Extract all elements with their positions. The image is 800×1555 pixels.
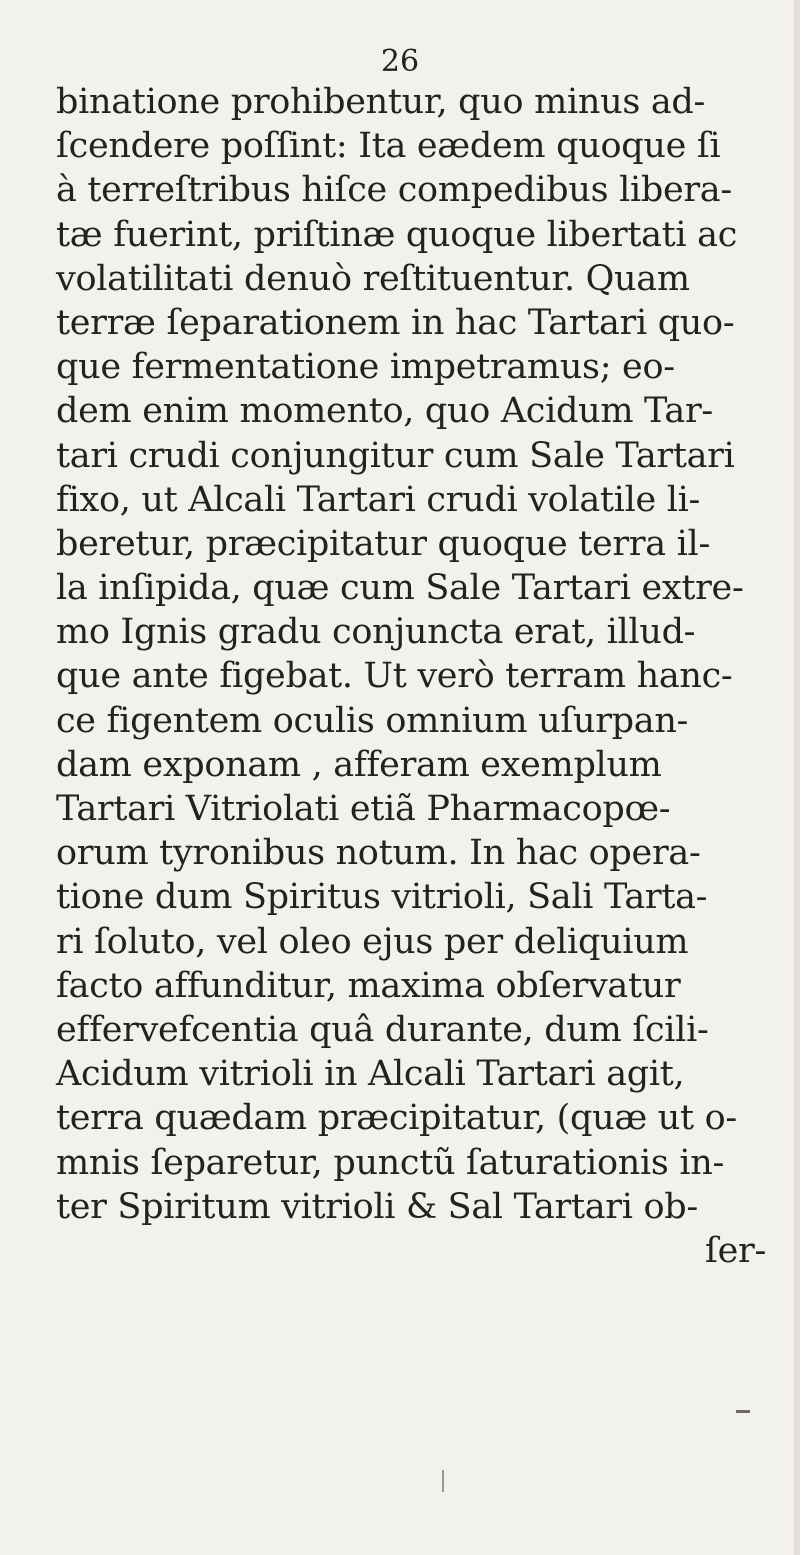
text-line-1: binatione prohibentur, quo minus ad- [56, 82, 706, 122]
text-line-4: tæ fuerint, priſtinæ quoque libertati ac [56, 214, 738, 255]
body-text [56, 80, 796, 1273]
catchword: ſer- [704, 1230, 766, 1271]
text-line-20: ri ſoluto, vel oleo ejus per deliquium [56, 921, 689, 962]
text-line-7: que fermentatione impetramus; eo- [56, 347, 675, 388]
text-line-6: terræ ſeparationem in hac Tartari quo- [56, 302, 735, 343]
text-line-23: Acidum vitrioli in Alcali Tartari agit, [56, 1054, 685, 1095]
ink-dash-mark [736, 1410, 750, 1413]
text-line-21: facto affunditur, maxima obſervatur [56, 965, 681, 1006]
ink-stroke-mark [442, 1470, 444, 1492]
text-line-16: dam exponam , afferam exemplum [56, 744, 662, 785]
text-line-15: ce figentem oculis omnium uſurpan- [56, 700, 689, 741]
text-line-8: dem enim momento, quo Acidum Tar- [56, 391, 713, 432]
text-line-25: mnis ſeparetur, punctũ ſaturationis in- [56, 1142, 724, 1183]
text-line-2: ſcendere poſſint: Ita eædem quoque ſi [56, 126, 721, 167]
text-line-26: ter Spiritum vitrioli & Sal Tartari ob- [56, 1186, 698, 1227]
text-line-17: Tartari Vitriolati etiã Pharmacopœ- [56, 789, 671, 829]
text-line-5: volatilitati denuò reſtituentur. Quam [56, 258, 690, 299]
text-line-19: tione dum Spiritus vitrioli, Sali Tarta- [56, 877, 708, 918]
page-number: 26 [380, 44, 420, 79]
text-line-11: beretur, præcipitatur quoque terra il- [56, 523, 710, 564]
text-line-13: mo Ignis gradu conjuncta erat, illud- [56, 612, 696, 653]
text-line-9: tari crudi conjungitur cum Sale Tartari [56, 435, 735, 476]
text-line-14: que ante figebat. Ut verò terram hanc- [56, 656, 733, 697]
text-line-3: à terreſtribus hiſce compedibus libera- [56, 170, 732, 211]
text-line-18: orum tyronibus notum. In hac opera- [56, 833, 701, 874]
text-line-12: la inſipida, quæ cum Sale Tartari extre- [56, 568, 744, 609]
text-line-24: terra quædam præcipitatur, (quæ ut o- [56, 1098, 737, 1139]
text-line-22: effervefcentia quâ durante, dum ſcili- [56, 1009, 709, 1050]
text-line-10: fixo, ut Alcali Tartari crudi volatile li- [56, 479, 701, 520]
